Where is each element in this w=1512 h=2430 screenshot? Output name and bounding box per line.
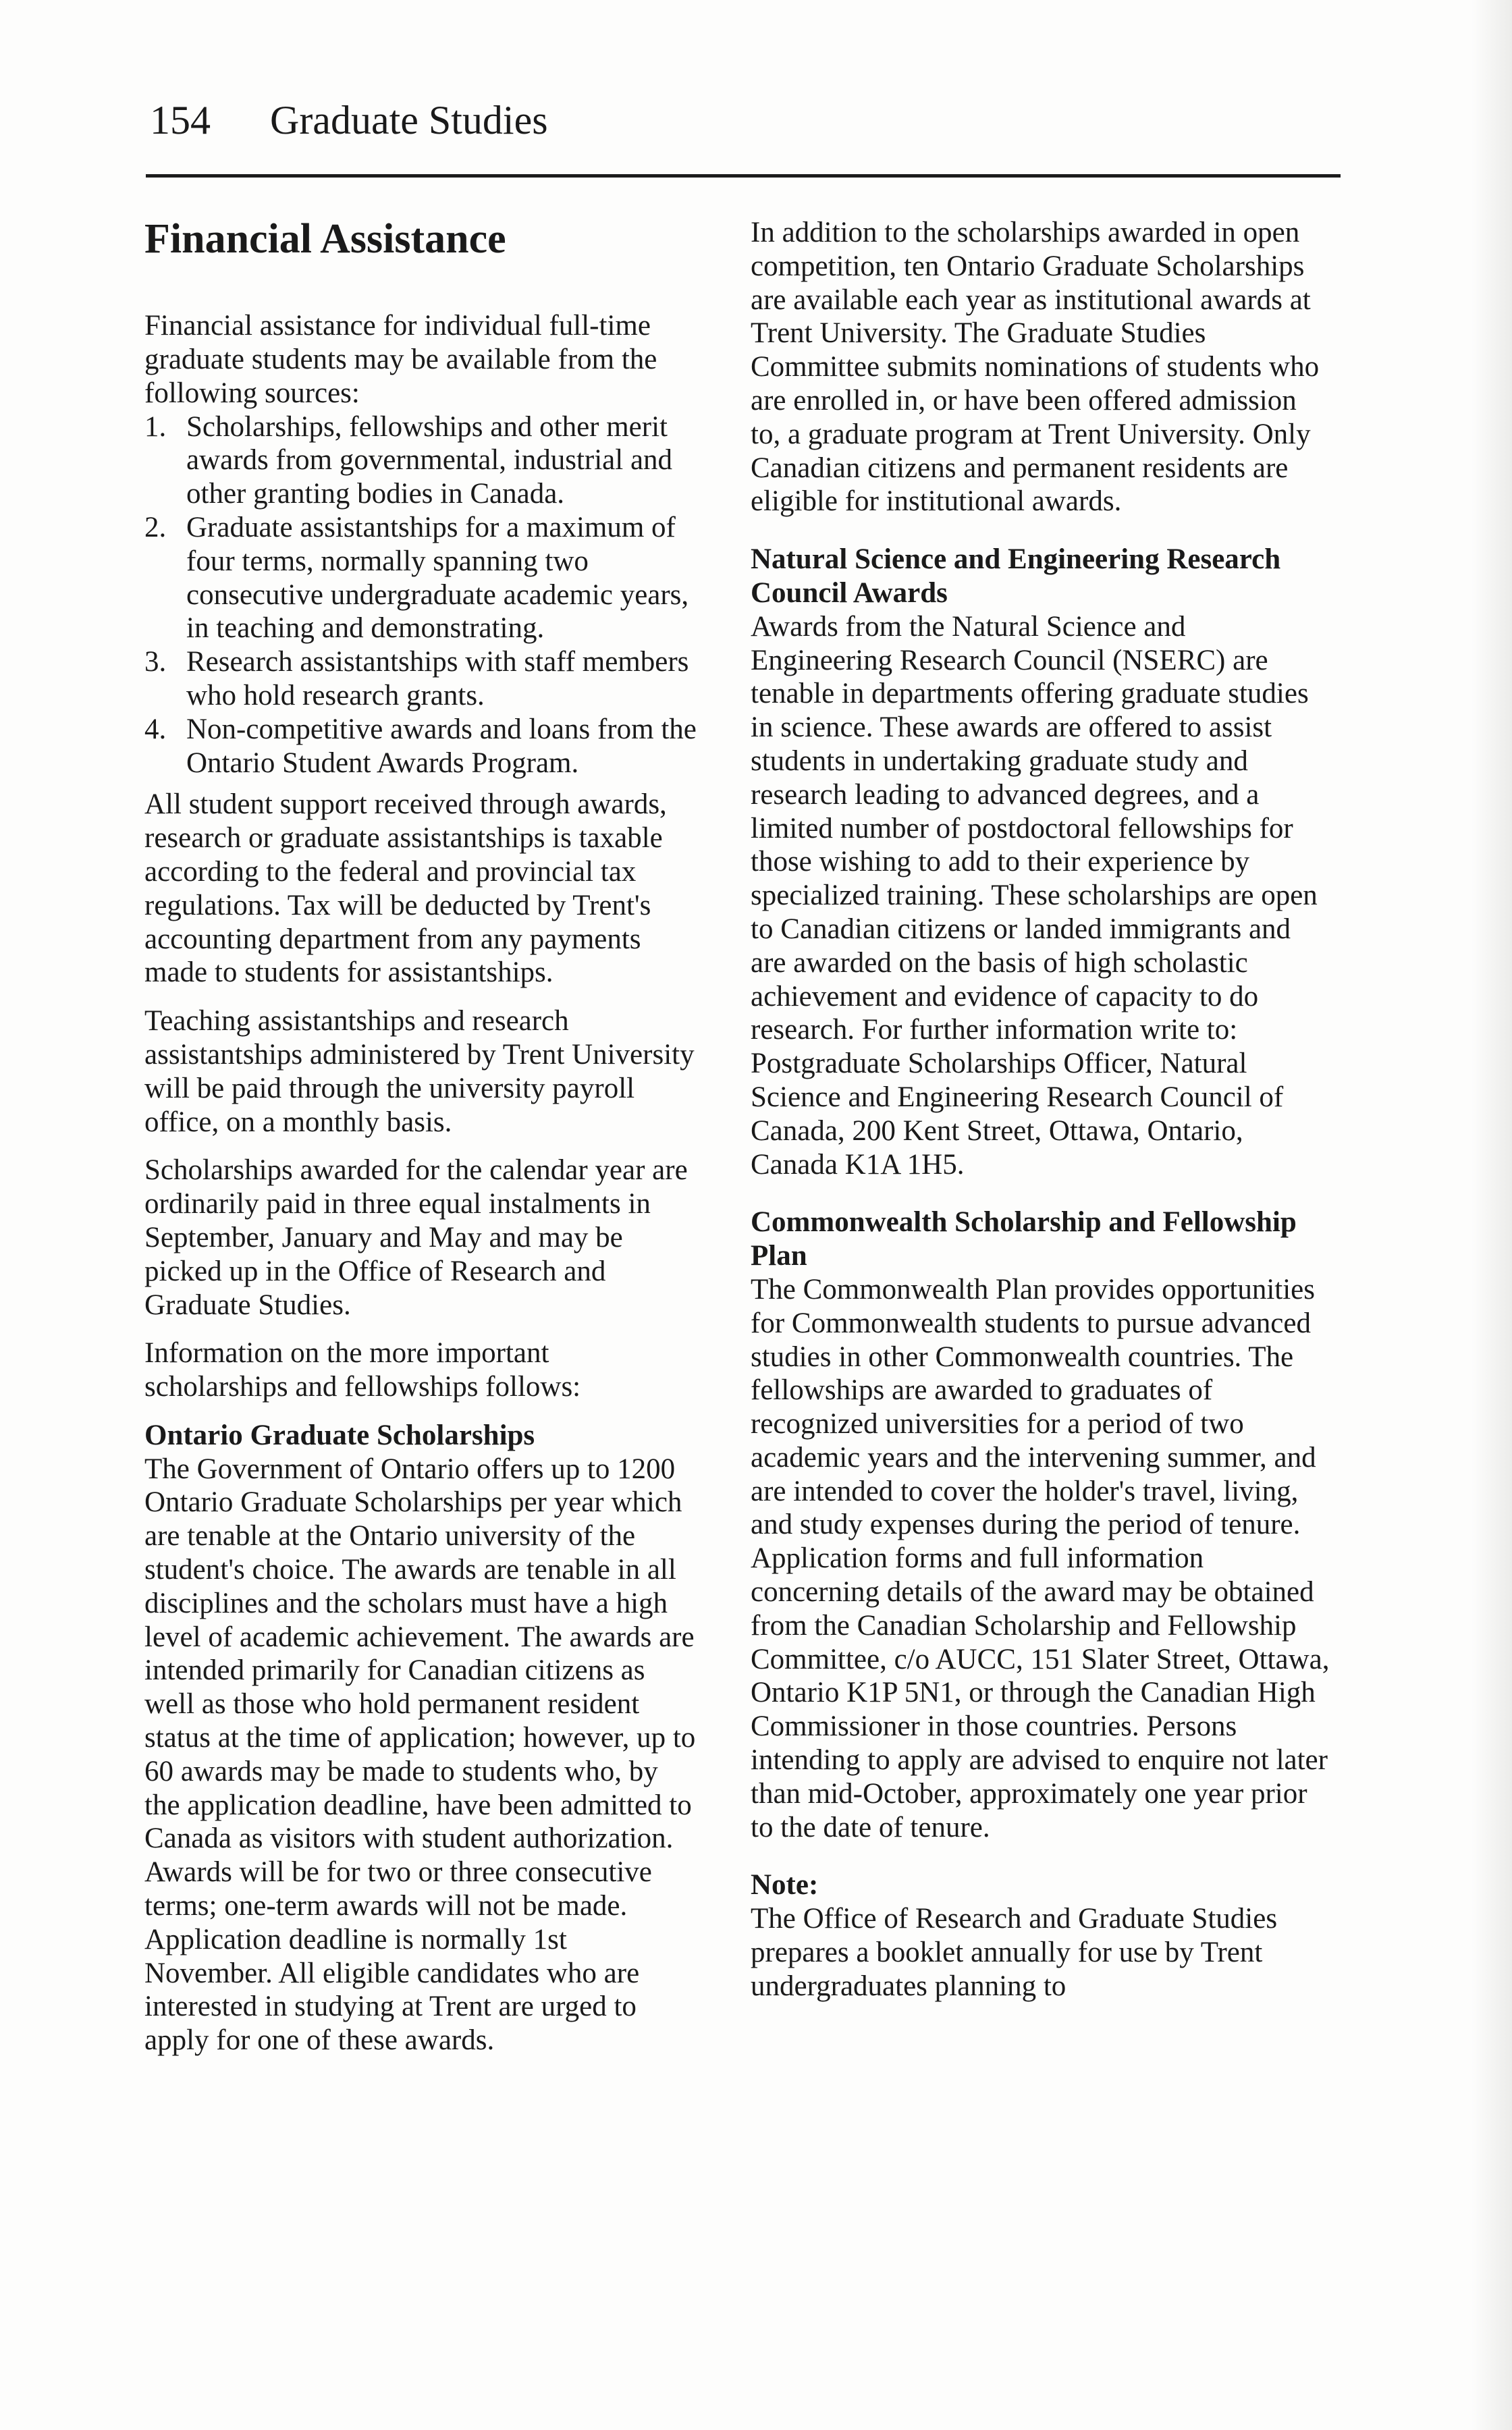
commonwealth-heading: Commonwealth Scholarship and Fellowship Plan [751, 1206, 1297, 1272]
commonwealth-paragraph: The Commonwealth Plan provides opportunities for Commonwealth students to pursue advanced studies in other Commonwealth countries. The fellowships are awarded to graduates of recognized universities for a period of two academic years and the intervening summer, and are intended to cover the holder's travel, living, and study expenses during the period of tenure. Application forms and full information concerning details of the award may be obtained from the Canadian Scholarship and Fellowship Committee, c/o AUCC, 151 Slater Street, Ottawa, Ontario K1P 5N1, or through the Canadian High Commissioner in those countries. Persons intending to apply are advised to enquire not later than mid-October, approximately one year prior to the date of tenure. [751, 1273, 1330, 1843]
nserc-paragraph: Awards from the Natural Science and Engineering Research Council (NSERC) are tenable in departments offering graduate studies in science. These awards are offered to assist students in undertaking graduate study and research leading to advanced degrees, and a limited number of postdoctoral fellowships for those wishing to add to their experience by specialized training. These scholarships are open to Canadian citizens or landed immigrants and are awarded on the basis of high scholastic achievement and evidence of capacity to do research. For further information write to: Postgraduate Scholarships Officer, Natural Science and Engineering Research Council of Canada, 200 Kent Street, Ottawa, Ontario, Canada K1A 1H5. [751, 610, 1318, 1181]
intro-paragraph: Financial assistance for individual full-time graduate students may be available from the following sources: [144, 310, 657, 409]
list-item [144, 511, 698, 645]
right-column [751, 216, 1331, 2018]
list-item-text: Research assistantships with staff members who hold research grants. [186, 646, 689, 711]
institutional-paragraph: In addition to the scholarships awarded in open competition, ten Ontario Graduate Scholarships are available each year as institutional awards at Trent University. The Graduate Studies Committee submits nominations of students who are enrolled in, or have been offered admission to, a graduate program at Trent University. Only Canadian citizens and permanent residents are eligible for institutional awards. [751, 217, 1320, 518]
info-paragraph: Information on the more important scholarships and fellowships follows: [144, 1337, 581, 1403]
list-number: 3. [144, 646, 167, 678]
running-title: Graduate Studies [270, 98, 548, 142]
section-title: Financial Assistance [144, 216, 506, 262]
list-number: 2. [144, 511, 167, 543]
ogs-heading: Ontario Graduate Scholarships [144, 1419, 535, 1451]
ogs-paragraph: The Government of Ontario offers up to 1200 Ontario Graduate Scholarships per year which are tenable at the Ontario university of the student's choice. The awards are tenable in all disciplines and the scholars must have a high level of academic achievement. The awards are intended primarily for Canadian citizens as well as those who hold permanent resident status at the time of application; however, up to 60 awards may be made to students who, by the application deadline, have been admitted to Canada as visitors with student authorization. Awards will be for two or three consecutive terms; one-term awards will not be made. Application deadline is normally 1st November. All eligible candidates who are interested in studying at Trent are urged to apply for one of these awards. [144, 1453, 696, 2057]
header-rule [146, 174, 1341, 178]
list-item [144, 713, 698, 780]
sources-list [144, 410, 698, 780]
note-heading: Note: [751, 1869, 819, 1901]
left-column [144, 216, 698, 2072]
note-paragraph: The Office of Research and Graduate Studies prepares a booklet annually for use by Trent undergraduates planning to [751, 1903, 1278, 2002]
payroll-paragraph: Teaching assistantships and research assistantships administered by Trent University will be paid through the university payroll office, on a monthly basis. [144, 1005, 695, 1138]
nserc-heading: Natural Science and Engineering Research Council Awards [751, 543, 1281, 609]
list-item-text: Non-competitive awards and loans from the Ontario Student Awards Program. [186, 713, 697, 779]
instalments-paragraph: Scholarships awarded for the calendar year are ordinarily paid in three equal instalments in September, January and May and may be picked up in the Office of Research and Graduate Studies. [144, 1154, 688, 1321]
list-number: 4. [144, 713, 167, 745]
list-number: 1. [144, 410, 167, 443]
list-item [144, 645, 698, 713]
page-edge-shadow [1472, 0, 1512, 2430]
taxable-paragraph: All student support received through awards, research or graduate assistantships is taxable according to the federal and provincial tax regulations. Tax will be deducted by Trent's accounting department from any payments made to students for assistantships. [144, 788, 667, 989]
list-item-text: Scholarships, fellowships and other merit awards from governmental, industrial and other granting bodies in Canada. [186, 410, 673, 510]
page-number: 154 [150, 98, 211, 142]
list-item [144, 410, 698, 511]
list-item-text: Graduate assistantships for a maximum of four terms, normally spanning two consecutive undergraduate academic years, in teaching and demonstrating. [186, 511, 689, 645]
running-head [150, 100, 548, 140]
